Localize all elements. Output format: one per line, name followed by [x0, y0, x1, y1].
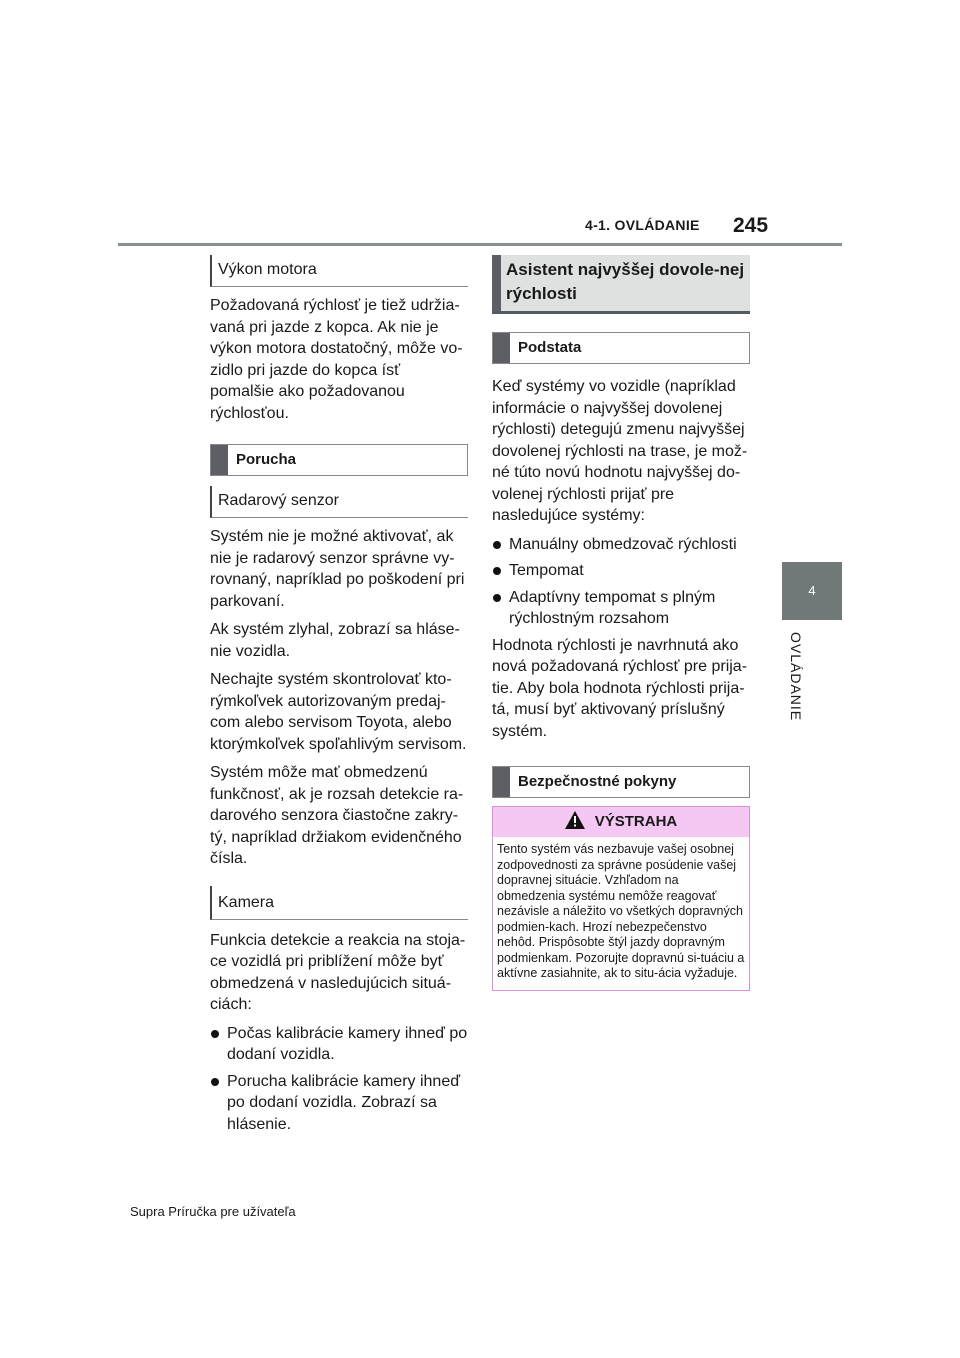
warning-title: VÝSTRAHA	[594, 813, 678, 830]
chapter-tab: 4	[782, 562, 842, 620]
heading-marker	[211, 445, 228, 475]
section-title-marker	[492, 255, 501, 311]
header-rule	[118, 243, 842, 246]
heading-fault-text: Porucha	[236, 451, 297, 468]
paragraph-radar-1: Systém nie je možné aktivovať, ak nie je radarový senzor správne vy-rovnaný, napríklad po poškodení pri parkovaní.	[210, 528, 465, 610]
subheading-camera: Kamera	[210, 886, 468, 920]
subheading-radar: Radarový senzor	[210, 486, 468, 518]
warning-triangle-icon	[565, 810, 585, 828]
warning-box	[492, 806, 750, 991]
heading-basis-text: Podstata	[518, 339, 582, 356]
list-item: Porucha kalibrácie kamery ihneď po dodaní vozidla. Zobrazí sa hlásenie.	[210, 1071, 468, 1136]
subheading-engine: Výkon motora	[210, 255, 468, 287]
heading-fault	[210, 444, 468, 476]
heading-safety-text: Bezpečnostné pokyny	[518, 773, 677, 790]
paragraph-radar-3: Nechajte systém skontrolovať kto-rýmkoľvek autorizovaným predaj-com alebo servisom Toyota, alebo ktorýmkoľvek spoľahlivým servisom.	[210, 671, 467, 753]
heading-safety	[492, 766, 750, 798]
chapter-label: OVLÁDANIE	[788, 632, 804, 722]
paragraph-basis-2: Hodnota rýchlosti je navrhnutá ako nová požadovaná rýchlosť pre prija-tie. Aby bola hodnota rýchlosti prija-tá, musí byť aktivovaný príslušný systém.	[492, 636, 748, 740]
warning-text: Tento systém vás nezbavuje vašej osobnej zodpovednosti za správne posúdenie vašej dopravnej situácie. Vzhľadom na obmedzenia systému nemôže reagovať nezávisle a náležito vo všetkých dopravných podmien-kach. Hrozí nebezpečenstvo nehôd. Prispôsobte štýl jazdy dopravným podmienkam. Pozorujte dopravnú si-tuáciu a aktívne zasiahnite, ak to situ-ácia vyžaduje.	[497, 842, 745, 980]
warning-header	[493, 807, 749, 837]
heading-marker	[493, 333, 510, 363]
page-number: 245	[733, 214, 769, 237]
footer-text: Supra Príručka pre užívateľa	[130, 1204, 296, 1219]
left-column	[210, 255, 468, 1140]
paragraph-engine: Požadovaná rýchlosť je tiež udržia-vaná pri jazde z kopca. Ak nie je výkon motora dostatočný, môže vo-zidlo pri jazde do kopca ísť pomalšie ako požadovanou rýchlosťou.	[210, 297, 463, 422]
section-title-text: Asistent najvyššej dovole-nej rýchlosti	[506, 260, 745, 303]
paragraph-basis: Keď systémy vo vozidle (napríklad informácie o najvyššej dovolenej rýchlosti) detegujú zmenu najvyššej dovolenej rýchlosti na trase, je mož-né túto novú hodnotu najvyššej do-volenej rýchlosti prijať pre nasledujúce systémy:	[492, 378, 748, 524]
section-heading: 4-1. OVLÁDANIE	[585, 217, 700, 233]
paragraph-camera: Funkcia detekcie a reakcia na stoja-ce vozidlá pri priblížení môže byť obmedzená v nasledujúcich situá-ciách:	[210, 931, 466, 1013]
list-item: Počas kalibrácie kamery ihneď po dodaní vozidla.	[210, 1023, 468, 1066]
list-item: Tempomat	[492, 560, 750, 582]
list-item: Manuálny obmedzovač rýchlosti	[492, 534, 750, 556]
heading-marker	[493, 767, 510, 797]
paragraph-radar-4: Systém môže mať obmedzenú funkčnosť, ak je rozsah detekcie ra-darového senzora čiastočne zakry-tý, napríklad držiakom evidenčného čísla.	[210, 764, 464, 867]
heading-basis	[492, 332, 750, 364]
paragraph-radar-2: Ak systém zlyhal, zobrazí sa hláse-nie vozidla.	[210, 621, 460, 660]
right-column	[492, 255, 750, 991]
list-item: Adaptívny tempomat s plným rýchlostným rozsahom	[492, 587, 750, 630]
section-title	[492, 255, 750, 314]
